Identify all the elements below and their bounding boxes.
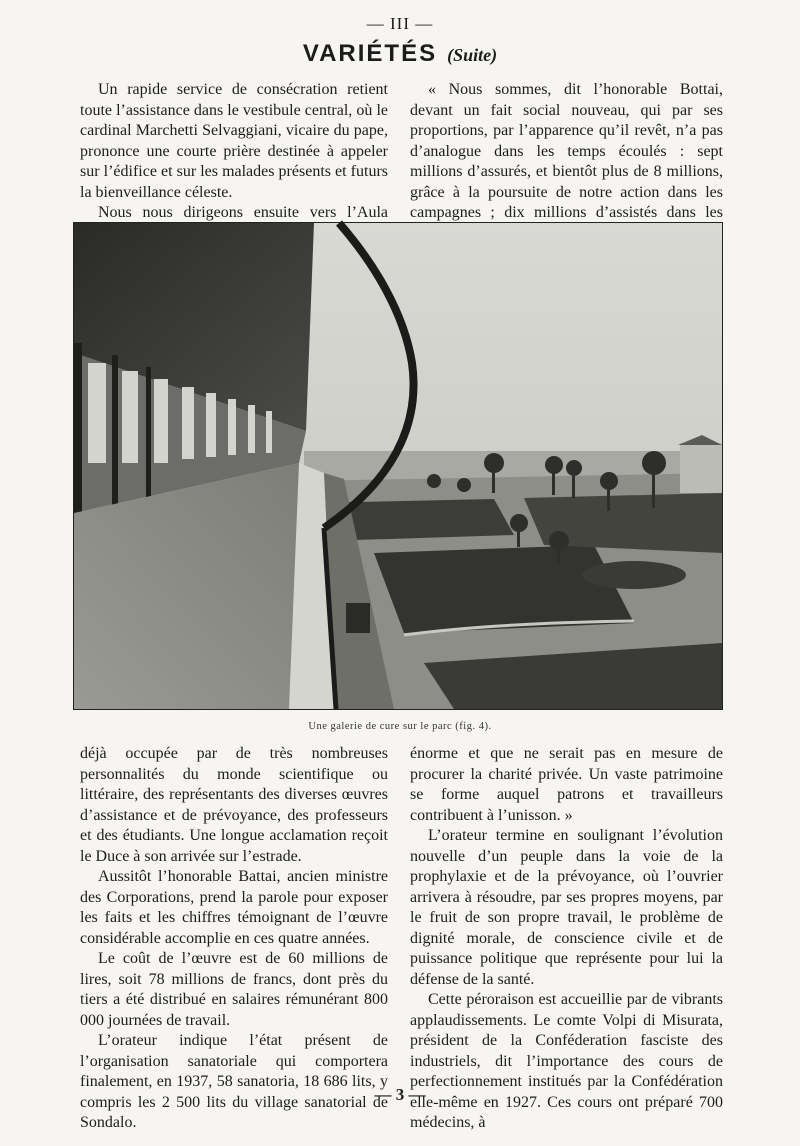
paragraph: déjà occupée par de très nombreuses personnalités du monde scientifique ou littéraire, des représentants des diverses œuvres d’assistance et de prévoyance, des professeurs et des étudiants. Une longue acclamation reçoit le Duce à son arrivée sur l’estrade. xyxy=(80,745,388,865)
column-top-right xyxy=(410,80,723,221)
gallery-photograph xyxy=(73,222,723,710)
section-title xyxy=(0,40,800,68)
paragraph: L’orateur termine en soulignant l’évolution nouvelle d’un peuple dans la voie de la prophylaxie et de la prévoyance, où l’ouvrier arrivera à résoudre, par ses propres moyens, par le fruit de son propre travail, le problème de dignité morale, de conscience civile et de puissance politique que représente pour lui la défense de la santé. xyxy=(410,827,723,988)
paragraph: Cette péroraison est accueillie par de vibrants applaudissements. Le comte Volpi di Misurata, président de la Conféderation fasciste des industriels, dit l’importance des cours de perfectionnement institués par la Confédération elle-même en 1927. Ces cours ont préparé 700 médecins, à xyxy=(410,991,723,1131)
paragraph: Nous nous dirigeons ensuite vers l’Aula xyxy=(98,204,388,221)
paragraph: Un rapide service de consécration retient toute l’assistance dans le vestibule central, où le cardinal Marchetti Selvaggiani, vicaire du pape, prononce une courte prière destinée à appeler sur l’édifice et sur les malades présents et futurs la bienveillance céleste. xyxy=(80,81,388,201)
page-roman-numeral: — III — xyxy=(366,14,434,33)
column-top-left xyxy=(80,80,388,221)
paragraph: Aussitôt l’honorable Battai, ancien ministre des Corporations, prend la parole pour exposer les faits et les chiffres témoignant de l’œuvre considérable accomplie en ces quatre années. xyxy=(80,868,388,947)
page-number: — 3 — xyxy=(374,1085,426,1104)
column-bottom-left xyxy=(80,744,388,1131)
paragraph: L’orateur indique l’état présent de l’organisation sanatoriale qui comportera finalement, en 1937, 58 sanatoria, 18 686 lits, y compris les 2 500 lits du village sanatorial de Sondalo. xyxy=(80,1032,388,1131)
paragraph: énorme et que ne serait pas en mesure de procurer la charité privée. Un vaste patrimoine se forme auquel patrons et travailleurs contribuent à l’unisson. » xyxy=(410,745,723,824)
paragraph: Le coût de l’œuvre est de 60 millions de lires, soit 78 millions de francs, dont près du tiers a été distribué en salaires rémunérant 800 000 journées de travail. xyxy=(80,950,388,1029)
paragraph: « Nous sommes, dit l’honorable Bottai, devant un fait social nouveau, qui par ses proportions, par l’apparence qu’il revêt, n’a pas d’analogue dans les temps écoulés : sept millions d’assurés, et bientôt plus de 8 millions, grâce à la poursuite de notre action dans les campagnes ; dix millions d’assistés dans les xyxy=(410,81,723,221)
section-title-text: VARIÉTÉS xyxy=(302,40,438,67)
section-title-suffix: (Suite) xyxy=(447,45,498,65)
column-bottom-right xyxy=(410,744,723,1131)
figure-caption: Une galerie de cure sur le parc (fig. 4). xyxy=(308,721,492,732)
